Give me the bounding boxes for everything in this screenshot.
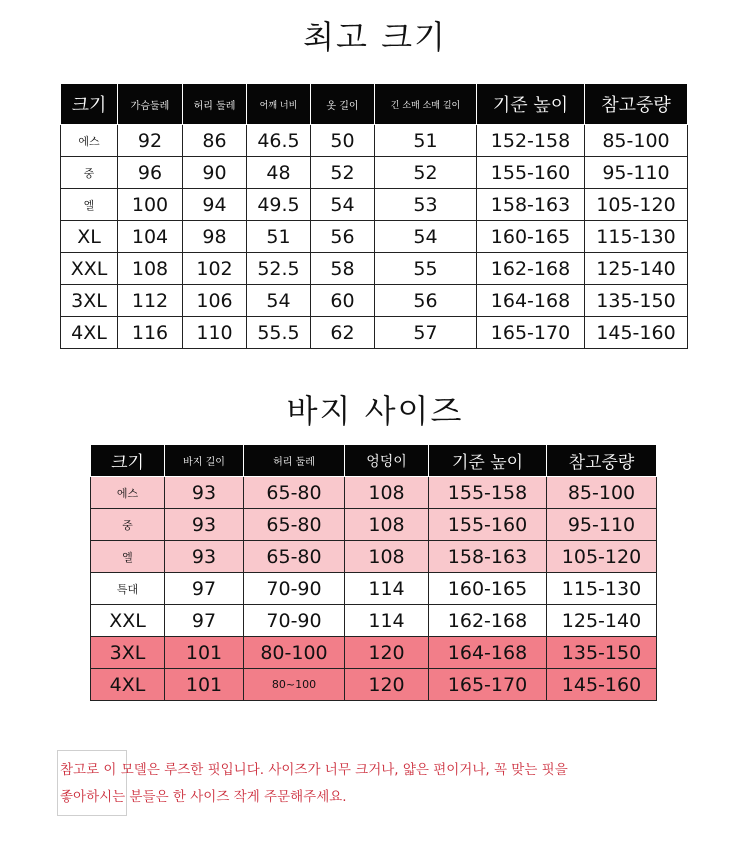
table-cell: 108	[345, 477, 429, 509]
header-size: 크기	[91, 445, 165, 477]
table-cell: 95-110	[547, 509, 657, 541]
size-label-cell: 특대	[91, 573, 165, 605]
header-weight: 참고중량	[547, 445, 657, 477]
table-cell: 53	[375, 189, 477, 221]
table-cell: 116	[118, 317, 183, 349]
table-cell: 106	[183, 285, 247, 317]
table-cell: 93	[165, 509, 244, 541]
table-cell: 55	[375, 253, 477, 285]
table-cell: 155-160	[429, 509, 547, 541]
table-cell: 58	[311, 253, 375, 285]
table-cell: 94	[183, 189, 247, 221]
table-cell: 145-160	[585, 317, 688, 349]
table-row	[61, 189, 688, 221]
table-cell: 65-80	[244, 509, 345, 541]
table-cell: 95-110	[585, 157, 688, 189]
pants-size-table	[90, 444, 657, 701]
table-cell: 120	[345, 669, 429, 701]
pants-size-title: 바지 사이즈	[286, 392, 464, 430]
table-cell: 114	[345, 605, 429, 637]
size-label-cell: 3XL	[91, 637, 165, 669]
table-cell: 55.5	[247, 317, 311, 349]
table-cell: 101	[165, 637, 244, 669]
header-weight: 참고중량	[585, 84, 688, 125]
table-cell: 54	[311, 189, 375, 221]
table-cell: 100	[118, 189, 183, 221]
table-cell: 104	[118, 221, 183, 253]
table-cell: 54	[247, 285, 311, 317]
table-cell: 62	[311, 317, 375, 349]
table-cell: 105-120	[585, 189, 688, 221]
header-height: 기준 높이	[429, 445, 547, 477]
size-label-cell: 3XL	[61, 285, 118, 317]
table-cell: 48	[247, 157, 311, 189]
table-cell: 70-90	[244, 573, 345, 605]
table-cell: 164-168	[429, 637, 547, 669]
table-row	[61, 285, 688, 317]
table-cell: 145-160	[547, 669, 657, 701]
table-row	[61, 157, 688, 189]
table-cell: 101	[165, 669, 244, 701]
header-shoulder: 어깨 너비	[247, 84, 311, 125]
table-cell: 85-100	[547, 477, 657, 509]
size-label-cell: 엘	[91, 541, 165, 573]
table-cell: 165-170	[477, 317, 585, 349]
table-cell: 105-120	[547, 541, 657, 573]
table-cell: 70-90	[244, 605, 345, 637]
table-cell: 57	[375, 317, 477, 349]
size-label-cell: XXL	[61, 253, 118, 285]
header-hip: 엉덩이	[345, 445, 429, 477]
tops-size-table	[60, 83, 688, 349]
size-label-cell: 엘	[61, 189, 118, 221]
table-cell: 152-158	[477, 125, 585, 157]
table-cell: 97	[165, 605, 244, 637]
fit-note-line-1: 참고로 이 모델은 루즈한 핏입니다. 사이즈가 너무 크거나, 얇은 편이거나, 꼭 맞는 핏을	[60, 762, 568, 778]
table-cell: 93	[165, 477, 244, 509]
table-cell: 49.5	[247, 189, 311, 221]
table-row	[91, 509, 657, 541]
table-cell: 108	[118, 253, 183, 285]
table-row	[91, 541, 657, 573]
table-cell: 102	[183, 253, 247, 285]
table-row	[91, 669, 657, 701]
table-cell: 52	[311, 157, 375, 189]
header-waist: 허리 둘레	[183, 84, 247, 125]
table-cell: 162-168	[429, 605, 547, 637]
table-cell: 158-163	[429, 541, 547, 573]
table-cell: 60	[311, 285, 375, 317]
table-cell: 90	[183, 157, 247, 189]
table-cell: 46.5	[247, 125, 311, 157]
table-cell: 51	[247, 221, 311, 253]
table-cell: 50	[311, 125, 375, 157]
table-cell: 56	[375, 285, 477, 317]
header-chest: 가슴둘레	[118, 84, 183, 125]
table-row	[61, 125, 688, 157]
table-header-row	[61, 84, 688, 125]
size-label-cell: XL	[61, 221, 118, 253]
fit-note	[60, 757, 720, 811]
table-row	[91, 477, 657, 509]
header-waist: 허리 둘레	[244, 445, 345, 477]
table-row	[61, 221, 688, 253]
table-cell: 108	[345, 509, 429, 541]
table-cell: 155-158	[429, 477, 547, 509]
table-cell: 80-100	[244, 637, 345, 669]
table-row	[91, 637, 657, 669]
table-cell: 86	[183, 125, 247, 157]
table-cell: 97	[165, 573, 244, 605]
size-label-cell: 중	[61, 157, 118, 189]
table-cell: 165-170	[429, 669, 547, 701]
table-cell: 92	[118, 125, 183, 157]
table-cell: 160-165	[477, 221, 585, 253]
table-cell: 120	[345, 637, 429, 669]
size-label-cell: 4XL	[91, 669, 165, 701]
table-cell: 125-140	[585, 253, 688, 285]
size-label-cell: 중	[91, 509, 165, 541]
table-cell: 80~100	[244, 669, 345, 701]
size-label-cell: 에스	[61, 125, 118, 157]
table-cell: 65-80	[244, 477, 345, 509]
header-sleeve: 긴 소매 소매 길이	[375, 84, 477, 125]
header-size: 크기	[61, 84, 118, 125]
table-cell: 125-140	[547, 605, 657, 637]
table-row	[61, 317, 688, 349]
table-cell: 162-168	[477, 253, 585, 285]
table-cell: 108	[345, 541, 429, 573]
size-label-cell: 4XL	[61, 317, 118, 349]
table-cell: 110	[183, 317, 247, 349]
tops-size-title: 최고 크기	[303, 18, 447, 56]
table-cell: 164-168	[477, 285, 585, 317]
header-length: 옷 길이	[311, 84, 375, 125]
table-cell: 112	[118, 285, 183, 317]
table-cell: 115-130	[585, 221, 688, 253]
table-cell: 135-150	[547, 637, 657, 669]
table-cell: 115-130	[547, 573, 657, 605]
table-cell: 158-163	[477, 189, 585, 221]
table-cell: 98	[183, 221, 247, 253]
table-header-row	[91, 445, 657, 477]
table-cell: 65-80	[244, 541, 345, 573]
table-cell: 93	[165, 541, 244, 573]
table-cell: 155-160	[477, 157, 585, 189]
header-height: 기준 높이	[477, 84, 585, 125]
header-pants-length: 바지 길이	[165, 445, 244, 477]
size-label-cell: 에스	[91, 477, 165, 509]
fit-note-line-2: 좋아하시는 분들은 한 사이즈 작게 주문해주세요.	[60, 789, 347, 805]
table-cell: 135-150	[585, 285, 688, 317]
table-cell: 52	[375, 157, 477, 189]
table-row	[91, 605, 657, 637]
table-cell: 52.5	[247, 253, 311, 285]
table-cell: 160-165	[429, 573, 547, 605]
table-cell: 114	[345, 573, 429, 605]
table-cell: 51	[375, 125, 477, 157]
table-row	[91, 573, 657, 605]
size-label-cell: XXL	[91, 605, 165, 637]
table-cell: 54	[375, 221, 477, 253]
table-cell: 96	[118, 157, 183, 189]
table-cell: 85-100	[585, 125, 688, 157]
table-cell: 56	[311, 221, 375, 253]
table-row	[61, 253, 688, 285]
